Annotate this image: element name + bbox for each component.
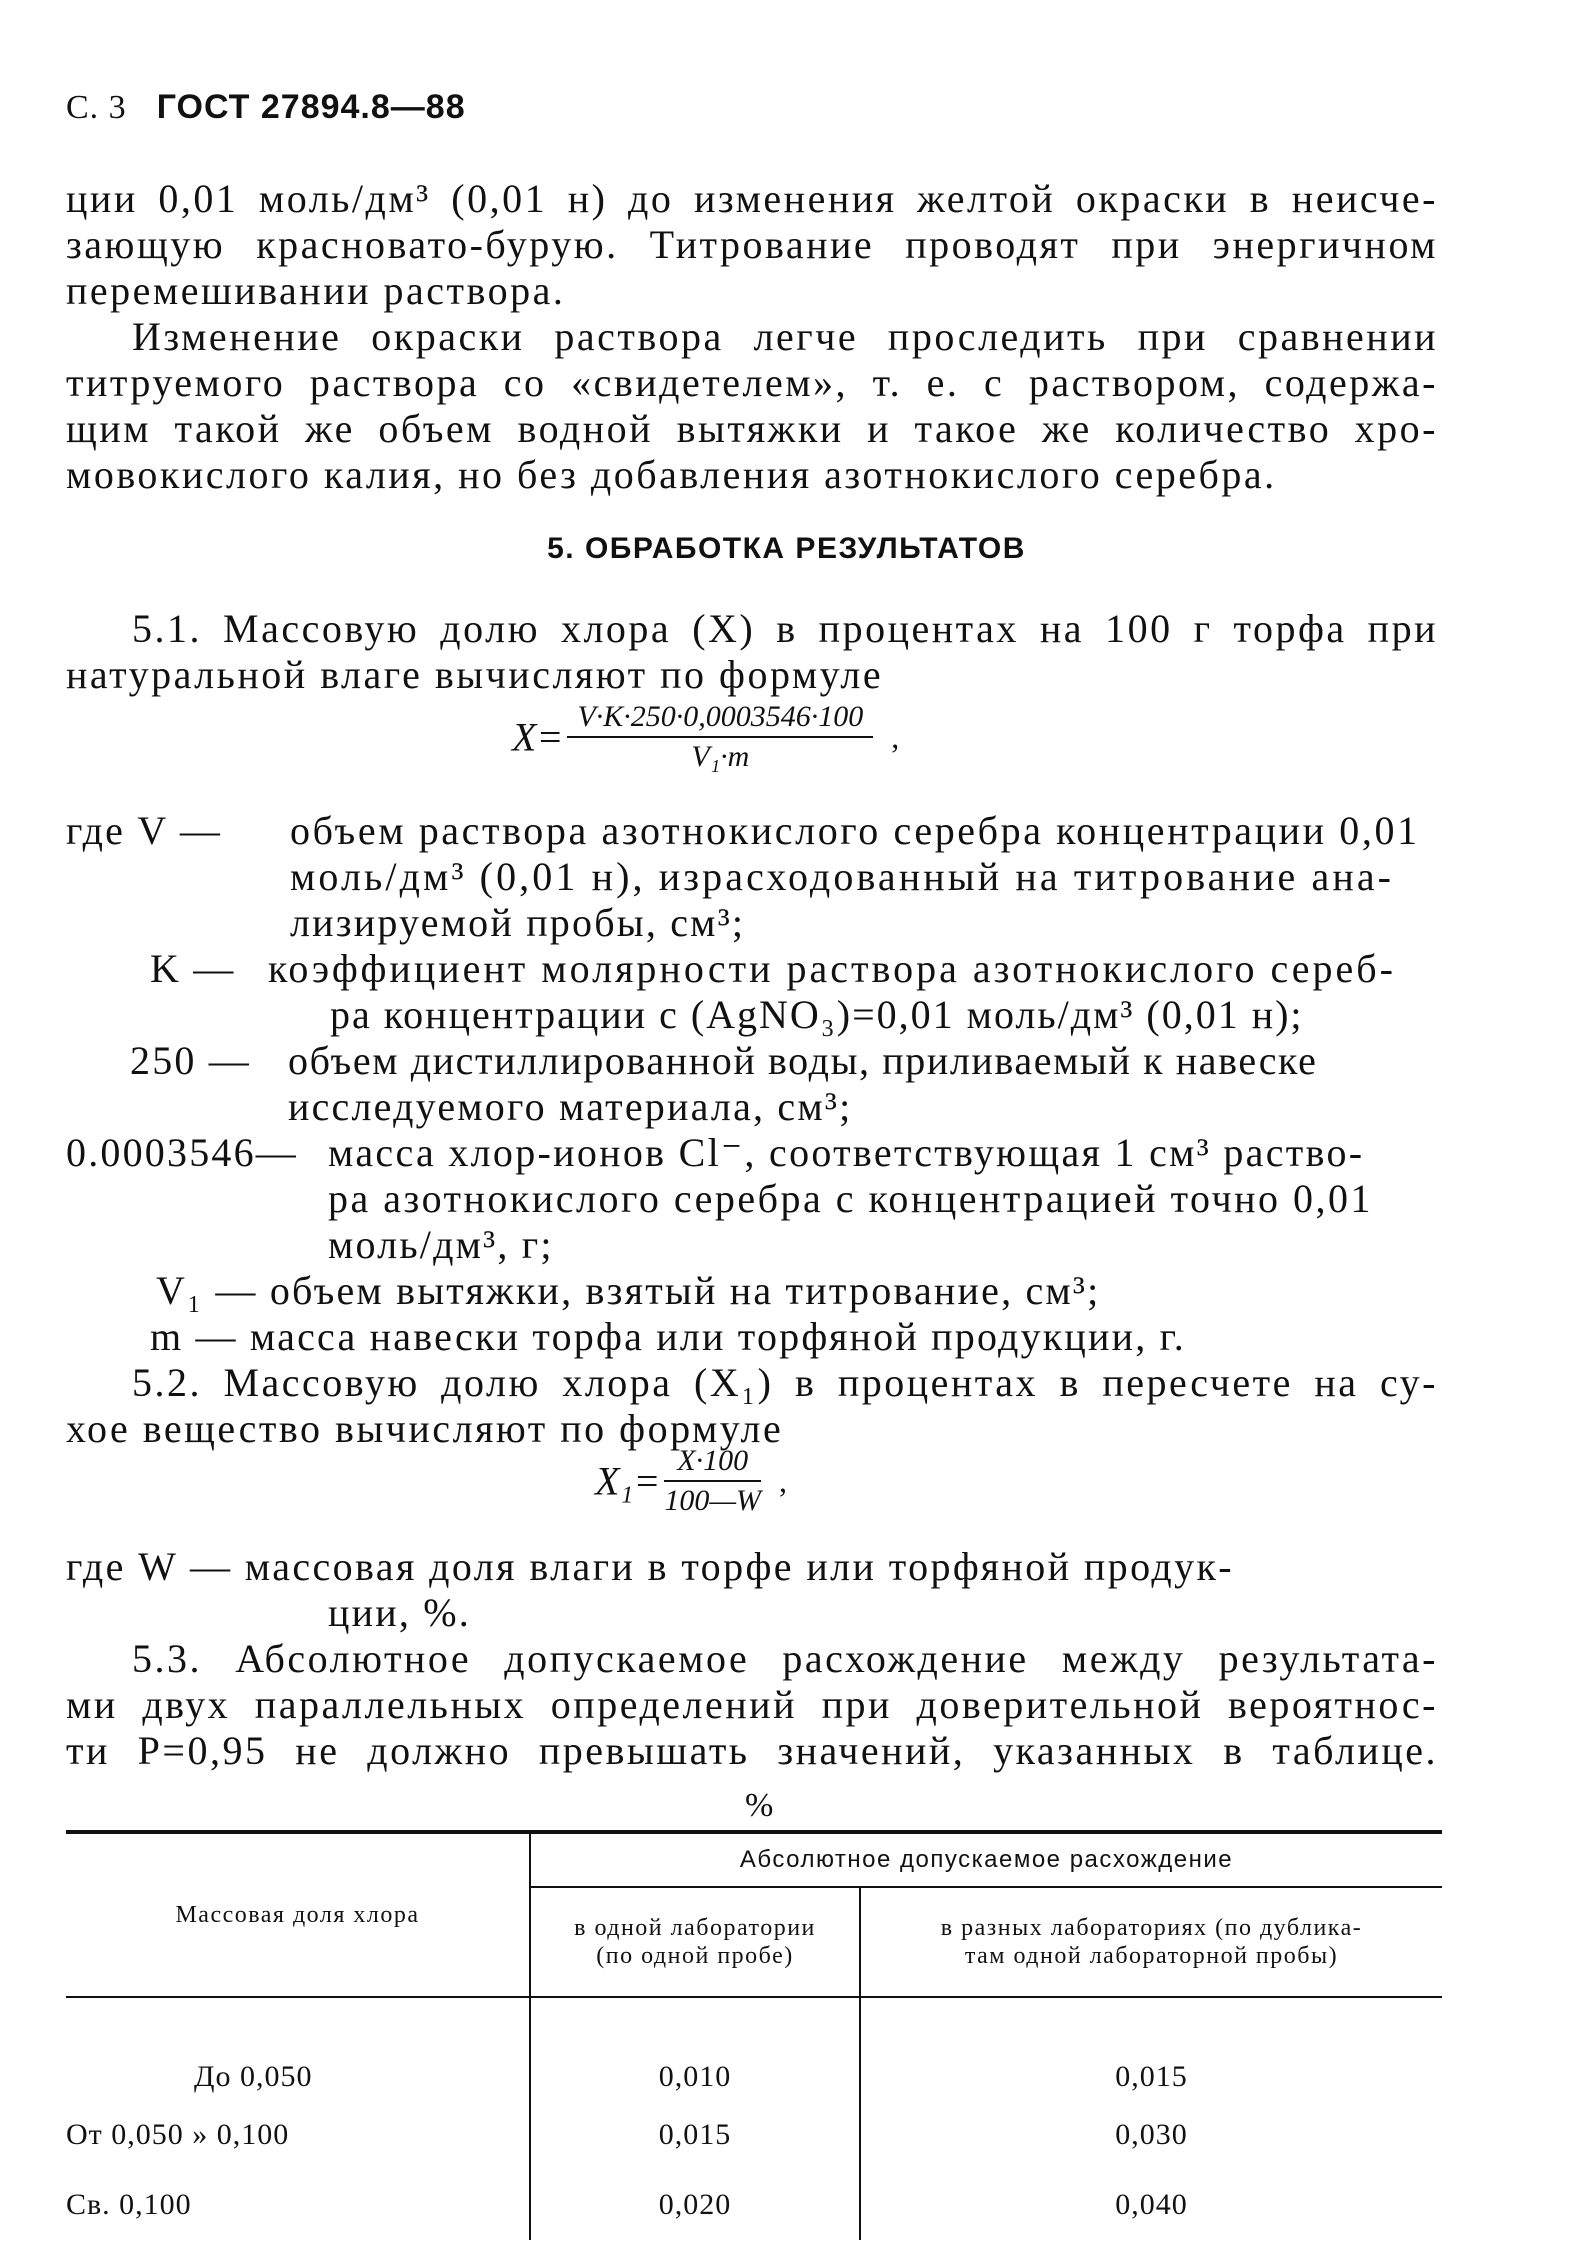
- def-text: m — масса навески торфа или торфяной продукции, г.: [150, 1314, 1186, 1359]
- text-line: натуральной влаге вычисляют по формуле: [66, 652, 884, 697]
- formula-denominator: 100—W: [664, 1484, 762, 1517]
- table-unit: %: [745, 1787, 774, 1824]
- text-line: ции 0,01 моль/дм³ (0,01 н) до изменения желтой окраски в неисче-: [66, 176, 1438, 221]
- def-text: V₁ — объем вытяжки, взятый на титрование, см³;: [156, 1268, 1101, 1313]
- cell-one-lab: 0,015: [530, 2100, 860, 2170]
- table-header-row: [66, 1832, 1442, 1887]
- col-header-one-lab: [530, 1887, 860, 1997]
- def-label: K —: [150, 946, 236, 991]
- page-number: С. 3: [66, 89, 127, 126]
- text-line: титруемого раствора со «свидетелем», т. е. с раствором, содержа-: [66, 360, 1438, 405]
- text-line: 5.1. Массовую долю хлора (X) в процентах на 100 г торфа при: [132, 606, 1438, 651]
- col-header-diff-labs: [860, 1887, 1442, 1997]
- results-table: [66, 1830, 1442, 2240]
- def-text: лизируемой пробы, см³;: [290, 900, 746, 945]
- col-header-line: в одной лаборатории: [574, 1915, 816, 1941]
- text-line: мовокислого калия, но без добавления азотнокислого серебра.: [66, 452, 1277, 497]
- def-label: 0.0003546—: [66, 1130, 298, 1175]
- cell-one-lab: 0,020: [530, 2170, 860, 2240]
- def-text: моль/дм³ (0,01 н), израсходованный на титрование ана-: [290, 854, 1395, 899]
- text-line: хое вещество вычисляют по формуле: [66, 1406, 784, 1451]
- def-text: объем дистиллированной воды, приливаемый к навеске: [288, 1038, 1318, 1083]
- formula-lhs: X=: [512, 714, 564, 760]
- text-line: зающую красновато-бурую. Титрование проводят при энергичном: [66, 222, 1438, 267]
- def-text: ра азотнокислого серебра с концентрацией точно 0,01: [328, 1176, 1374, 1221]
- standard-number: ГОСТ 27894.8—88: [156, 88, 466, 126]
- formula-comma: ,: [779, 1462, 788, 1499]
- def-text: масса хлор-ионов Cl⁻, соответствующая 1 см³ раство-: [328, 1130, 1365, 1175]
- table-row: [66, 2170, 1442, 2240]
- def-text: ции, %.: [328, 1590, 471, 1635]
- formula-lhs: X₁=: [595, 1458, 661, 1504]
- cell-range: От 0,050 » 0,100: [66, 2118, 290, 2151]
- cell-diff-labs: 0,040: [860, 2170, 1442, 2240]
- cell-diff-labs: 0,015: [860, 1997, 1442, 2100]
- paragraph-5-3: [66, 1636, 1438, 1774]
- text-line: перемешивании раствора.: [66, 268, 566, 313]
- text-line: ти P=0,95 не должно превышать значений, указанных в таблице.: [66, 1728, 1438, 1773]
- cell-diff-labs: 0,030: [860, 2100, 1442, 2170]
- def-text: исследуемого материала, см³;: [288, 1084, 853, 1129]
- text-line: 5.2. Массовую долю хлора (X₁) в процентах в пересчете на су-: [132, 1360, 1438, 1405]
- table-row: [66, 2100, 1442, 2170]
- col-header-group: Абсолютное допускаемое расхождение: [530, 1832, 1442, 1887]
- def-text: где W — массовая доля влаги в торфе или торфяной продук-: [66, 1544, 1235, 1589]
- def-text: объем раствора азотнокислого серебра концентрации 0,01: [290, 808, 1420, 853]
- text-line: 5.3. Абсолютное допускаемое расхождение между результата-: [132, 1636, 1438, 1681]
- col-header-line: в разных лабораториях (по дублика-: [940, 1915, 1363, 1941]
- cell-range: До 0,050: [194, 2060, 313, 2093]
- col-header-line: (по одной пробе): [596, 1943, 794, 1969]
- cell-one-lab: 0,010: [530, 1997, 860, 2100]
- formula-numerator: X·100: [664, 1444, 761, 1482]
- text-line: щим такой же объем водной вытяжки и такое же количество хро-: [66, 406, 1438, 451]
- def-text: моль/дм³, г;: [328, 1222, 554, 1267]
- formula-denominator: V₁·m: [691, 740, 750, 773]
- formula-numerator: V·K·250·0,0003546·100: [567, 700, 873, 738]
- table-row: [66, 1997, 1442, 2100]
- def-label: где V —: [66, 808, 223, 853]
- section-title: 5. ОБРАБОТКА РЕЗУЛЬТАТОВ: [547, 532, 1026, 565]
- text-line: Изменение окраски раствора легче проследить при сравнении: [132, 314, 1438, 359]
- def-text: коэффициент молярности раствора азотнокислого сереб-: [268, 946, 1396, 991]
- def-text: ра концентрации c (AgNO₃)=0,01 моль/дм³ (0,01 н);: [330, 992, 1304, 1037]
- text-line: ми двух параллельных определений при доверительной вероятнос-: [66, 1682, 1438, 1727]
- cell-range: Св. 0,100: [66, 2188, 192, 2221]
- def-label: 250 —: [130, 1038, 251, 1083]
- formula-comma: ,: [891, 718, 900, 755]
- col-header-line: там одной лабораторной пробы): [964, 1943, 1339, 1969]
- col-header-mass-fraction: Массовая доля хлора: [66, 1832, 530, 1997]
